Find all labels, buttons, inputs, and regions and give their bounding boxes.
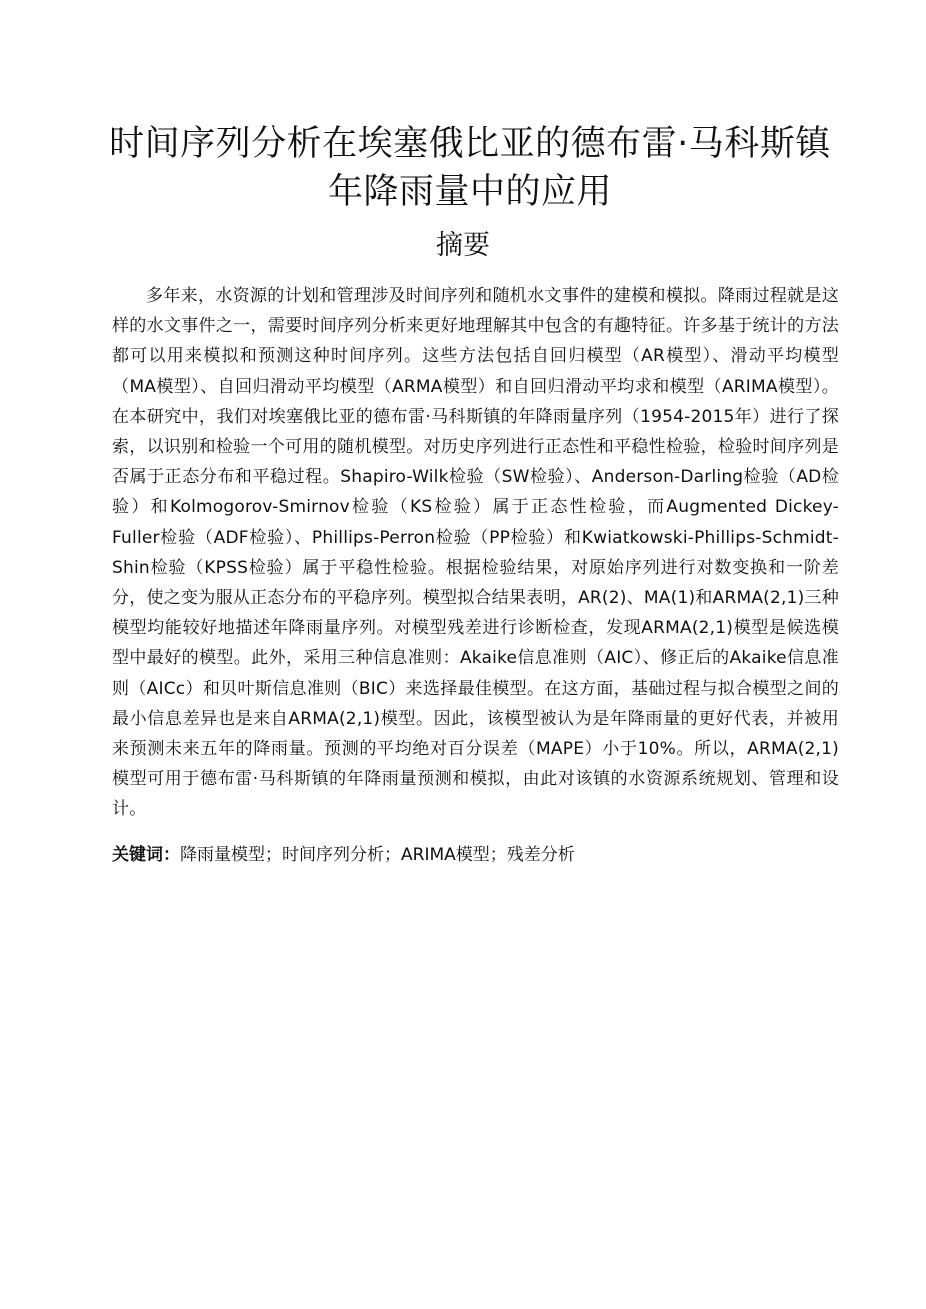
paper-title (100, 120, 840, 216)
keywords-line (112, 840, 839, 870)
paper-title-line-1: 时间序列分析在埃塞俄比亚的德布雷·马科斯镇 (109, 124, 831, 164)
keywords-label: 关键词： (112, 845, 180, 865)
keywords-value: 降雨量模型；时间序列分析；ARIMA模型；残差分析 (180, 845, 575, 865)
paper-title-line-2: 年降雨量中的应用 (327, 172, 612, 212)
abstract-heading: 摘要 (436, 230, 490, 261)
abstract-body: 多年来，水资源的计划和管理涉及时间序列和随机水文事件的建模和模拟。降雨过程就是这样的水文事件之一，需要时间序列分析来更好地理解其中包含的有趣特征。许多基于统计的方法都可以用来模拟和预测这种时间序列。这些方法包括自回归模型（AR模型）、滑动平均模型（MA模型）、自回归滑动平均模型（ARMA模型）和自回归滑动平均求和模型（ARIMA模型）。在本研究中，我们对埃塞俄比亚的德布雷·马科斯镇的年降雨量序列（1954-2015年）进行了探索，以识别和检验一个可用的随机模型。对历史序列进行正态性和平稳性检验，检验时间序列是否属于正态分布和平稳过程。Shapiro-Wilk检验（SW检验）、Anderson-Darling检验（AD检验）和Kolmogorov-Smirnov检验（KS检验）属于正态性检验，而Augmented Dickey-Fuller检验（ADF检验）、Phillips-Perron检验（PP检验）和Kwiatkowski-Phillips-Schmidt- Shin检验（KPSS检验）属于平稳性检验。根据检验结果，对原始序列进行对数变换和一阶差分，使之变为服从正态分布的平稳序列。模型拟合结果表明，AR(2)、MA(1)和ARMA(2,1)三种模型均能较好地描述年降雨量序列。对模型残差进行诊断检查，发现ARMA(2,1)模型是候选模型中最好的模型。此外，采用三种信息准则：Akaike信息准则（AIC）、修正后的Akaike信息准则（AICc）和贝叶斯信息准则（BIC）来选择最佳模型。在这方面，基础过程与拟合模型之间的最小信息差异也是来自ARMA(2,1)模型。因此，该模型被认为是年降雨量的更好代表，并被用来预测未来五年的降雨量。预测的平均绝对百分误差（MAPE）小于10%。所以，ARMA(2,1)模型可用于德布雷·马科斯镇的年降雨量预测和模拟，由此对该镇的水资源系统规划、管理和设计。 (112, 286, 839, 820)
